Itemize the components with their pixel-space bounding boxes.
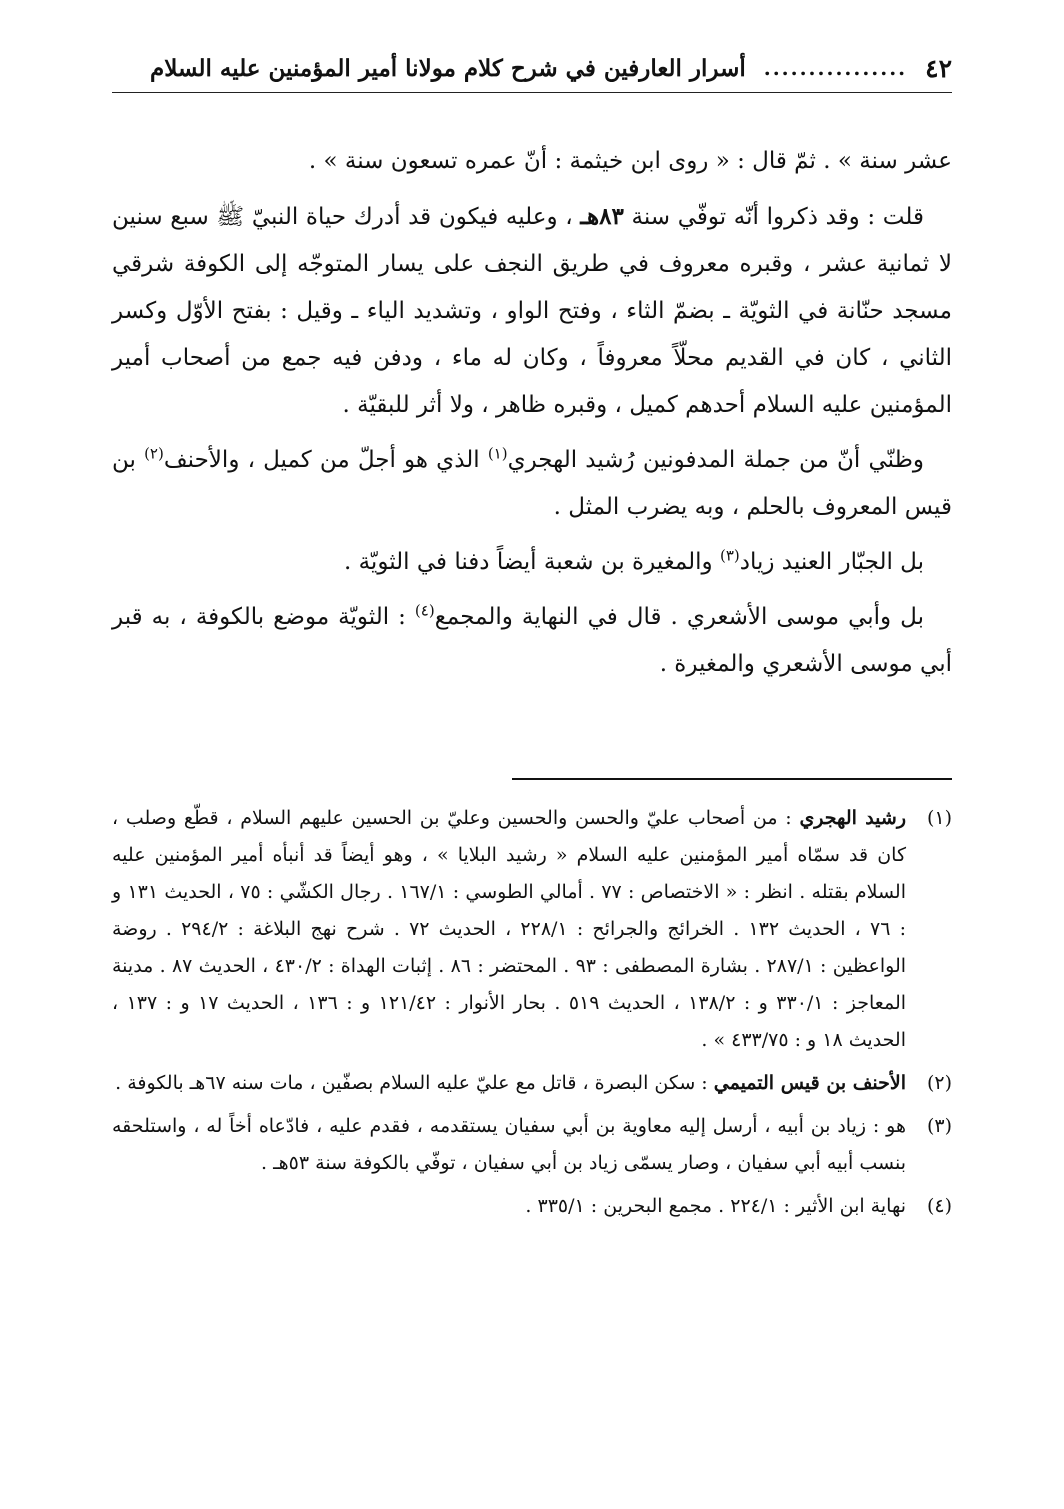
paragraph-text: عشر سنة » . ثمّ قال : « روى ابن خيثمة : أنّ عمره تسعون سنة » . — [308, 148, 952, 174]
paragraph-text: قلت : وقد ذكروا أنّه توفّي سنة — [623, 204, 924, 230]
header-leader-dots: ................ — [763, 56, 908, 80]
paragraph-text: ، وعليه فيكون قد أدرك حياة النبيّ ﷺ سبع سنين لا ثمانية عشر ، وقبره معروف في طريق النجف على يسار المتوجّه إلى الكوفة شرقي مسجد حنّانة في الثويّة ـ بضمّ الثاء ، وفتح الواو ، وتشديد الياء ـ وقيل : بفتح الأوّل وكسر الثاني ، كان في القديم محلّاً معروفاً ، وكان له ماء ، ودفن فيه جمع من أصحاب أمير المؤمنين عليه السلام أحدهم كميل ، وقبره ظاهر ، ولا أثر للبقيّة . — [112, 204, 952, 418]
footnote-text: : سكن البصرة ، قاتل مع عليّ عليه السلام بصفّين ، مات سنه ٦٧هـ بالكوفة . — [115, 1072, 714, 1094]
footnote — [112, 1188, 952, 1225]
paragraph-text: بل الجبّار العنيد زياد — [739, 549, 924, 575]
footnote — [112, 1065, 952, 1102]
paragraph-text: والمغيرة بن شعبة أيضاً دفنا في الثويّة . — [343, 549, 720, 575]
paragraph-text: الذي هو أجلّ من كميل ، والأحنف — [163, 447, 488, 473]
footnote-number: (٤) — [926, 1195, 952, 1217]
book-title: أسرار العارفين في شرح كلام مولانا أمير المؤمنين عليه السلام — [150, 54, 746, 82]
footnote-text: هو : زياد بن أبيه ، أرسل إليه معاوية بن أبي سفيان يستقدمه ، فقدم عليه ، فادّعاه أخاً له ، واستلحقه بنسب أبيه أبي سفيان ، وصار يسمّى زياد بن أبي سفيان ، توفّي بالكوفة سنة ٥٣هـ . — [112, 1115, 906, 1174]
footnote-ref: (١) — [487, 444, 508, 463]
death-year: ٨٣هـ — [580, 203, 624, 230]
footnotes — [112, 800, 952, 1231]
paragraph — [112, 437, 952, 531]
footnote-text: نهاية ابن الأثير : ٢٢٤/١ . مجمع البحرين : ٣٣٥/١ . — [525, 1195, 906, 1217]
paragraph — [112, 193, 952, 429]
footnote-text: : من أصحاب عليّ والحسن والحسين وعليّ بن الحسين عليهم السلام ، قطّع وصلب ، كان قد سمّاه أمير المؤمنين عليه السلام « رشيد البلايا » ، وهو أيضاً قد أنبأه أمير المؤمنين عليه السلام بقتله . انظر : « الاختصاص : ٧٧ . أمالي الطوسي : ١٦٧/١ . رجال الكشّي : ٧٥ ، الحديث ١٣١ و : ٧٦ ، الحديث ١٣٢ . الخرائج والجرائح : ٢٢٨/١ ، الحديث ٧٢ . شرح نهج البلاغة : ٢٩٤/٢ . روضة الواعظين : ٢٨٧/١ . بشارة المصطفى : ٩٣ . المحتضر : ٨٦ . إثبات الهداة : ٤٣٠/٢ ، الحديث ٨٧ . مدينة المعاجز : ٣٣٠/١ و : ١٣٨/٢ ، الحديث ٥١٩ . بحار الأنوار : ١٢١/٤٢ و : ١٣٦ ، الحديث ١٧ و : ١٣٧ ، الحديث ١٨ و : ٤٣٣/٧٥ » . — [112, 807, 907, 1051]
footnote — [112, 1108, 952, 1182]
footnote-separator — [512, 778, 952, 780]
footnote-body — [112, 1188, 906, 1225]
paragraph — [112, 138, 952, 185]
paragraph-text: : الثويّة موضع بالكوفة ، به قبر أبي موسى الأشعري والمغيرة . — [112, 604, 952, 677]
footnote-heading: الأحنف بن قيس التميمي — [713, 1072, 906, 1094]
page-number: ٤٢ — [925, 53, 952, 83]
footnote-body — [112, 1065, 906, 1102]
footnote-ref: (٢) — [144, 444, 164, 463]
running-header — [112, 48, 952, 88]
footnote-number: (١) — [926, 807, 952, 829]
footnote — [112, 800, 952, 1059]
footnote-heading: رشيد الهجري — [799, 807, 906, 829]
footnote-body — [112, 1108, 906, 1182]
paragraph — [112, 594, 952, 688]
paragraph-text: وظنّي أنّ من جملة المدفونين رُشيد الهجري — [507, 447, 924, 473]
paragraph — [112, 539, 952, 586]
main-text — [112, 138, 952, 696]
paragraph-text: بن قيس المعروف بالحلم ، وبه يضرب المثل . — [112, 447, 952, 520]
footnote-number: (٢) — [926, 1072, 952, 1094]
footnote-ref: (٤) — [414, 601, 435, 620]
header-divider — [112, 92, 952, 93]
footnote-ref: (٣) — [719, 546, 740, 565]
footnote-number: (٣) — [926, 1115, 952, 1137]
paragraph-text: بل وأبي موسى الأشعري . قال في النهاية والمجمع — [434, 604, 924, 630]
footnote-body — [112, 800, 906, 1059]
